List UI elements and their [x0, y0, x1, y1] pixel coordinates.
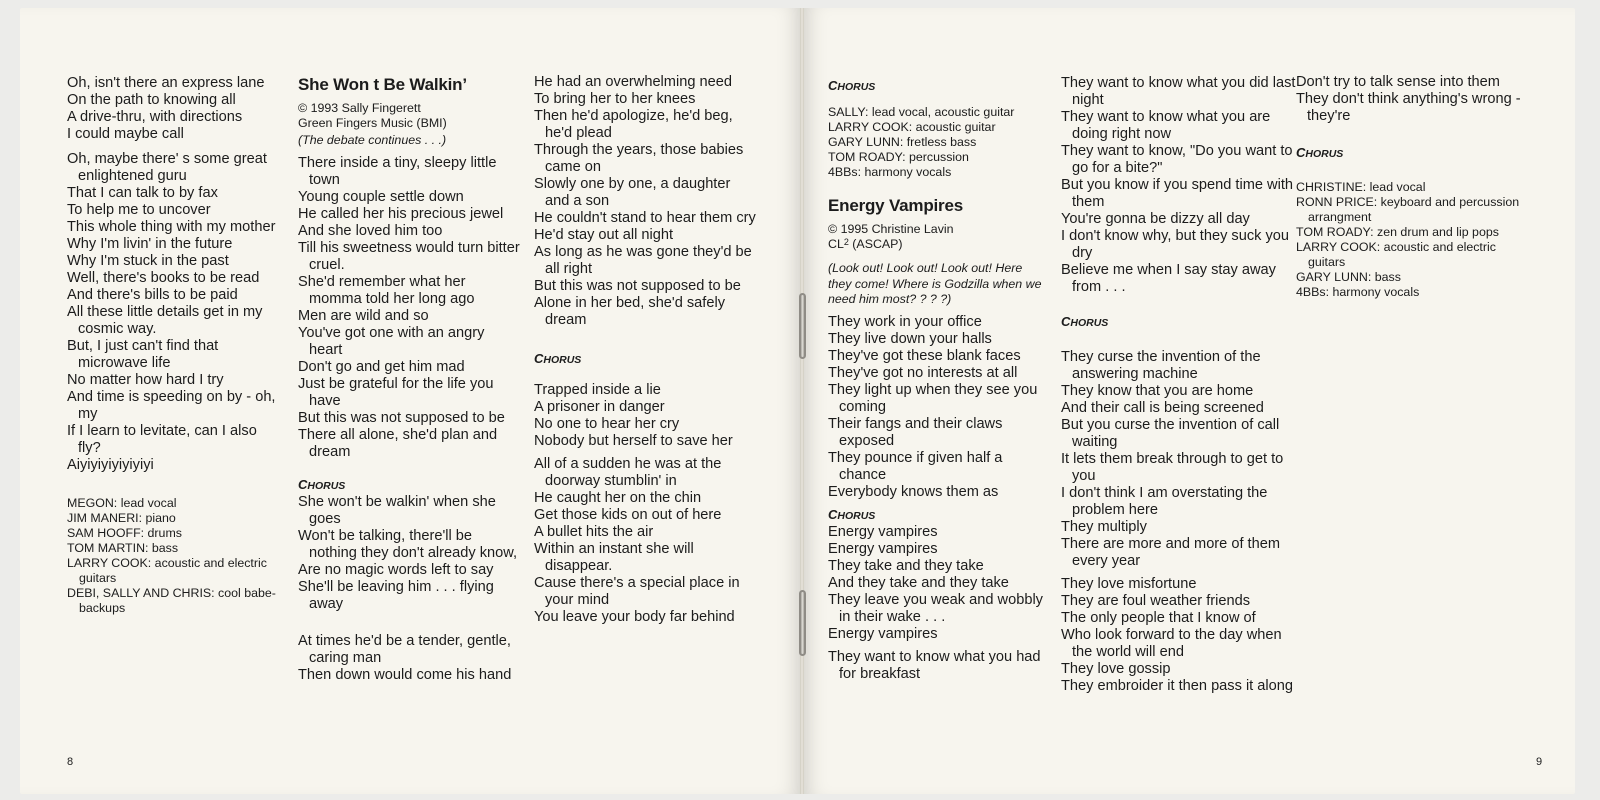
lyric-line: They take and they take — [828, 557, 984, 574]
lyric-line: They are foul weather friends — [1061, 593, 1251, 609]
lyric-line: They work in your office — [828, 313, 982, 330]
lyric-line: I don't think I am overstating the problem here — [1061, 485, 1268, 518]
lyric-line: Alone in her bed, she'd safely dream — [534, 295, 726, 328]
lyric-line: And there's bills to be paid — [67, 287, 238, 303]
chorus-label: CHORUS — [534, 351, 582, 366]
lyric-line: Oh, maybe there' s some great enlightened guru — [67, 151, 267, 184]
lyric-line: Trapped inside a lie — [534, 382, 661, 398]
lyric-line: All these little details get in my cosmic way. — [67, 304, 263, 337]
lyric-line: And she loved him too — [298, 222, 443, 239]
lyric-line: This whole thing with my mother — [67, 219, 276, 235]
lyric-line: He couldn't stand to hear them cry — [534, 210, 756, 226]
lyric-line: You leave your body far behind — [534, 609, 735, 625]
lyric-line: Energy vampires — [828, 625, 938, 642]
publisher-line: $CL^2$ (ASCAP) — [828, 237, 903, 251]
lyric-line: Young couple settle down — [298, 188, 464, 205]
lyric-line: They light up when they see you coming — [828, 381, 1038, 415]
staple — [799, 293, 806, 359]
copyright-line: © 1995 Christine Lavin — [828, 222, 954, 236]
lyric-line: He'd stay out all night — [534, 227, 674, 243]
lyric-line: But you curse the invention of call waiting — [1061, 417, 1280, 450]
lyric-line: A bullet hits the air — [534, 524, 654, 540]
lyric-line: She won't be walkin' when she goes — [298, 493, 496, 527]
lyrics-stanza — [67, 151, 282, 474]
lyric-line: A drive-thru, with directions — [67, 109, 243, 125]
personnel-item: GARY LUNN: fretless bass — [828, 135, 977, 149]
lyric-line: That I can talk to by fax — [67, 185, 218, 201]
lyrics-stanza — [828, 314, 1048, 501]
lyric-line: But you know if you spend time with them — [1061, 177, 1293, 210]
publisher-superscript: 2 — [843, 237, 849, 247]
lyric-line: Nobody but herself to save her — [534, 433, 733, 449]
lyric-line: You've got one with an angry heart — [298, 324, 485, 358]
lyric-line: But this was not supposed to be — [298, 409, 505, 426]
chorus-lyrics — [828, 524, 1048, 643]
lyric-line: They've got these blank faces — [828, 347, 1021, 364]
lyric-line: He caught her on the chin — [534, 490, 702, 506]
lyric-line: Everybody knows them as — [828, 483, 999, 500]
lyric-line: But, I just can't find that microwave life — [67, 338, 219, 371]
personnel-item: MEGON: lead vocal — [67, 496, 177, 510]
lyric-line: He called her his precious jewel — [298, 205, 504, 222]
personnel-item: GARY LUNN: bass — [1296, 270, 1401, 284]
lyrics-stanza — [534, 74, 756, 329]
lyric-line: Why I'm stuck in the past — [67, 253, 229, 269]
lyric-line: Through the years, those babies came on — [534, 142, 744, 175]
column-1 — [67, 75, 282, 616]
personnel-credits — [828, 105, 1048, 180]
lyric-line: As long as he was gone they'd be all right — [534, 244, 752, 277]
lyric-line: Aiyiyiyiyiyiyiyi — [67, 457, 154, 473]
lyric-line: They pounce if given half a chance — [828, 449, 1003, 483]
chorus-label: CHORUS — [1296, 145, 1344, 160]
lyric-line: They've got no interests at all — [828, 364, 1018, 381]
lyric-line: Don't go and get him mad — [298, 358, 465, 375]
lyric-line: They leave you weak and wobbly in their wake . . . — [828, 591, 1043, 625]
lyric-line: They want to know, "Do you want to go for a bite?" — [1061, 143, 1293, 176]
personnel-item: JIM MANERI: piano — [67, 511, 176, 525]
lyric-line: There all alone, she'd plan and dream — [298, 426, 498, 460]
lyric-line: Won't be talking, there'll be nothing they don't already know, — [298, 527, 518, 561]
lyrics-stanza — [1061, 576, 1297, 695]
lyric-line: Who look forward to the day when the world will end — [1061, 627, 1282, 660]
song-note: (The debate continues . . .) — [298, 133, 447, 147]
lyric-line: No one to hear her cry — [534, 416, 680, 432]
lyric-line: Then down would come his hand — [298, 666, 512, 683]
column-6 — [1296, 74, 1532, 300]
lyrics-stanza — [1061, 349, 1297, 570]
lyrics-stanza — [1061, 75, 1297, 296]
song-note: (Look out! Look out! Look out! Here they come! Where is Godzilla when we need him most? ? ? ?) — [828, 261, 1042, 306]
lyric-line: Men are wild and so — [298, 307, 429, 324]
lyric-line: At times he'd be a tender, gentle, caring man — [298, 632, 511, 666]
publisher-line: Green Fingers Music (BMI) — [298, 116, 447, 130]
personnel-item: 4BBs: harmony vocals — [828, 165, 952, 179]
personnel-item: RONN PRICE: keyboard and percussion arrangment — [1296, 195, 1520, 224]
lyric-line: They want to know what you did last night — [1061, 75, 1296, 108]
personnel-item: DEBI, SALLY AND CHRIS: cool babe-backups — [67, 586, 276, 615]
lyric-line: Just be grateful for the life you have — [298, 375, 494, 409]
lyric-line: She'd remember what her momma told her long ago — [298, 273, 475, 307]
lyric-line: The only people that I know of — [1061, 610, 1256, 626]
lyric-line: They love gossip — [1061, 661, 1171, 677]
lyric-line: Cause there's a special place in your mind — [534, 575, 740, 608]
lyric-line: Energy vampires — [828, 540, 938, 557]
lyric-line: To bring her to her knees — [534, 91, 696, 107]
lyric-line: Get those kids on out of here — [534, 507, 722, 523]
personnel-item: TOM ROADY: percussion — [828, 150, 969, 164]
page-number-left: 8 — [67, 756, 74, 768]
lyric-line: Then he'd apologize, he'd beg, he'd plead — [534, 108, 733, 141]
lyrics-stanza — [298, 155, 520, 461]
lyrics-stanza — [1296, 74, 1532, 125]
lyric-line: They multiply — [1061, 519, 1147, 535]
staple — [799, 590, 806, 656]
lyric-line: Oh, isn't there an express lane — [67, 75, 265, 91]
chorus-label: CHORUS — [828, 506, 876, 522]
lyric-line: They want to know what you had for breakfast — [828, 648, 1041, 682]
lyric-line: They know that you are home — [1061, 383, 1254, 399]
personnel-item: SAM HOOFF: drums — [67, 526, 182, 540]
lyrics-stanza — [534, 456, 756, 626]
lyric-line: There are more and more of them every year — [1061, 536, 1281, 569]
lyric-line: Why I'm livin' in the future — [67, 236, 233, 252]
lyric-line: Don't try to talk sense into them — [1296, 74, 1500, 90]
column-3 — [534, 74, 756, 626]
lyrics-stanza — [298, 633, 520, 684]
lyric-line: They embroider it then pass it along — [1061, 678, 1294, 694]
book-gutter — [800, 8, 804, 794]
page-number-right: 9 — [1536, 756, 1543, 768]
personnel-item: SALLY: lead vocal, acoustic guitar — [828, 105, 1015, 119]
lyric-line: I don't know why, but they suck you dry — [1061, 228, 1290, 261]
lyric-line: Well, there's books to be read — [67, 270, 260, 286]
lyric-line: All of a sudden he was at the doorway stumblin' in — [534, 456, 722, 489]
personnel-credits — [67, 496, 282, 616]
lyric-line: No matter how hard I try — [67, 372, 224, 388]
chorus-label: CHORUS — [1061, 314, 1109, 329]
column-4 — [828, 78, 1048, 683]
lyric-line: It lets them break through to get to you — [1061, 451, 1284, 484]
personnel-item: LARRY COOK: acoustic guitar — [828, 120, 996, 134]
lyric-line: If I learn to levitate, can I also fly? — [67, 423, 257, 456]
lyric-line: Within an instant she will disappear. — [534, 541, 694, 574]
personnel-credits — [1296, 180, 1532, 300]
lyric-line: They curse the invention of the answering machine — [1061, 349, 1261, 382]
lyric-line: Slowly one by one, a daughter and a son — [534, 176, 731, 209]
lyric-line: Believe me when I say stay away from . . . — [1061, 262, 1276, 295]
lyrics-stanza — [534, 382, 756, 450]
column-2 — [298, 75, 520, 684]
lyric-line: And time is speeding on by - oh, my — [67, 389, 276, 422]
song-title: Energy Vampires — [828, 196, 963, 215]
lyric-line: He had an overwhelming need — [534, 74, 732, 90]
lyric-line: They live down your halls — [828, 330, 992, 347]
lyric-line: On the path to knowing all — [67, 92, 236, 108]
personnel-item: 4BBs: harmony vocals — [1296, 285, 1420, 299]
personnel-item: LARRY COOK: acoustic and electric guitars — [67, 556, 267, 585]
lyrics-stanza — [67, 75, 282, 143]
lyric-line: There inside a tiny, sleepy little town — [298, 154, 497, 188]
column-5 — [1061, 75, 1297, 695]
lyric-line: And they take and they take — [828, 574, 1009, 591]
lyric-line: To help me to uncover — [67, 202, 211, 218]
lyric-line: They don't think anything's wrong - they're — [1296, 91, 1521, 124]
lyric-line: Till his sweetness would turn bitter cruel. — [298, 239, 520, 273]
chorus-lyrics — [298, 494, 520, 613]
song-title: She Won t Be Walkin’ — [298, 75, 467, 94]
lyric-line: Their fangs and their claws exposed — [828, 415, 1003, 449]
lyric-line: They love misfortune — [1061, 576, 1197, 592]
chorus-label: CHORUS — [828, 78, 876, 93]
personnel-item: TOM ROADY: zen drum and lip pops — [1296, 225, 1499, 239]
personnel-item: LARRY COOK: acoustic and electric guitars — [1296, 240, 1496, 269]
lyric-line: Energy vampires — [828, 523, 938, 540]
lyric-line: You're gonna be dizzy all day — [1061, 211, 1250, 227]
lyric-line: I could maybe call — [67, 126, 184, 142]
lyric-line: Are no magic words left to say — [298, 561, 494, 578]
personnel-item: CHRISTINE: lead vocal — [1296, 180, 1426, 194]
copyright-line: © 1993 Sally Fingerett — [298, 101, 421, 115]
lyric-line: But this was not supposed to be — [534, 278, 741, 294]
chorus-label: CHORUS — [298, 476, 346, 492]
personnel-item: TOM MARTIN: bass — [67, 541, 179, 555]
lyrics-stanza — [828, 649, 1048, 683]
lyric-line: A prisoner in danger — [534, 399, 665, 415]
lyric-line: And their call is being screened — [1061, 400, 1264, 416]
lyric-line: They want to know what you are doing right now — [1061, 109, 1271, 142]
lyric-line: She'll be leaving him . . . flying away — [298, 578, 494, 612]
